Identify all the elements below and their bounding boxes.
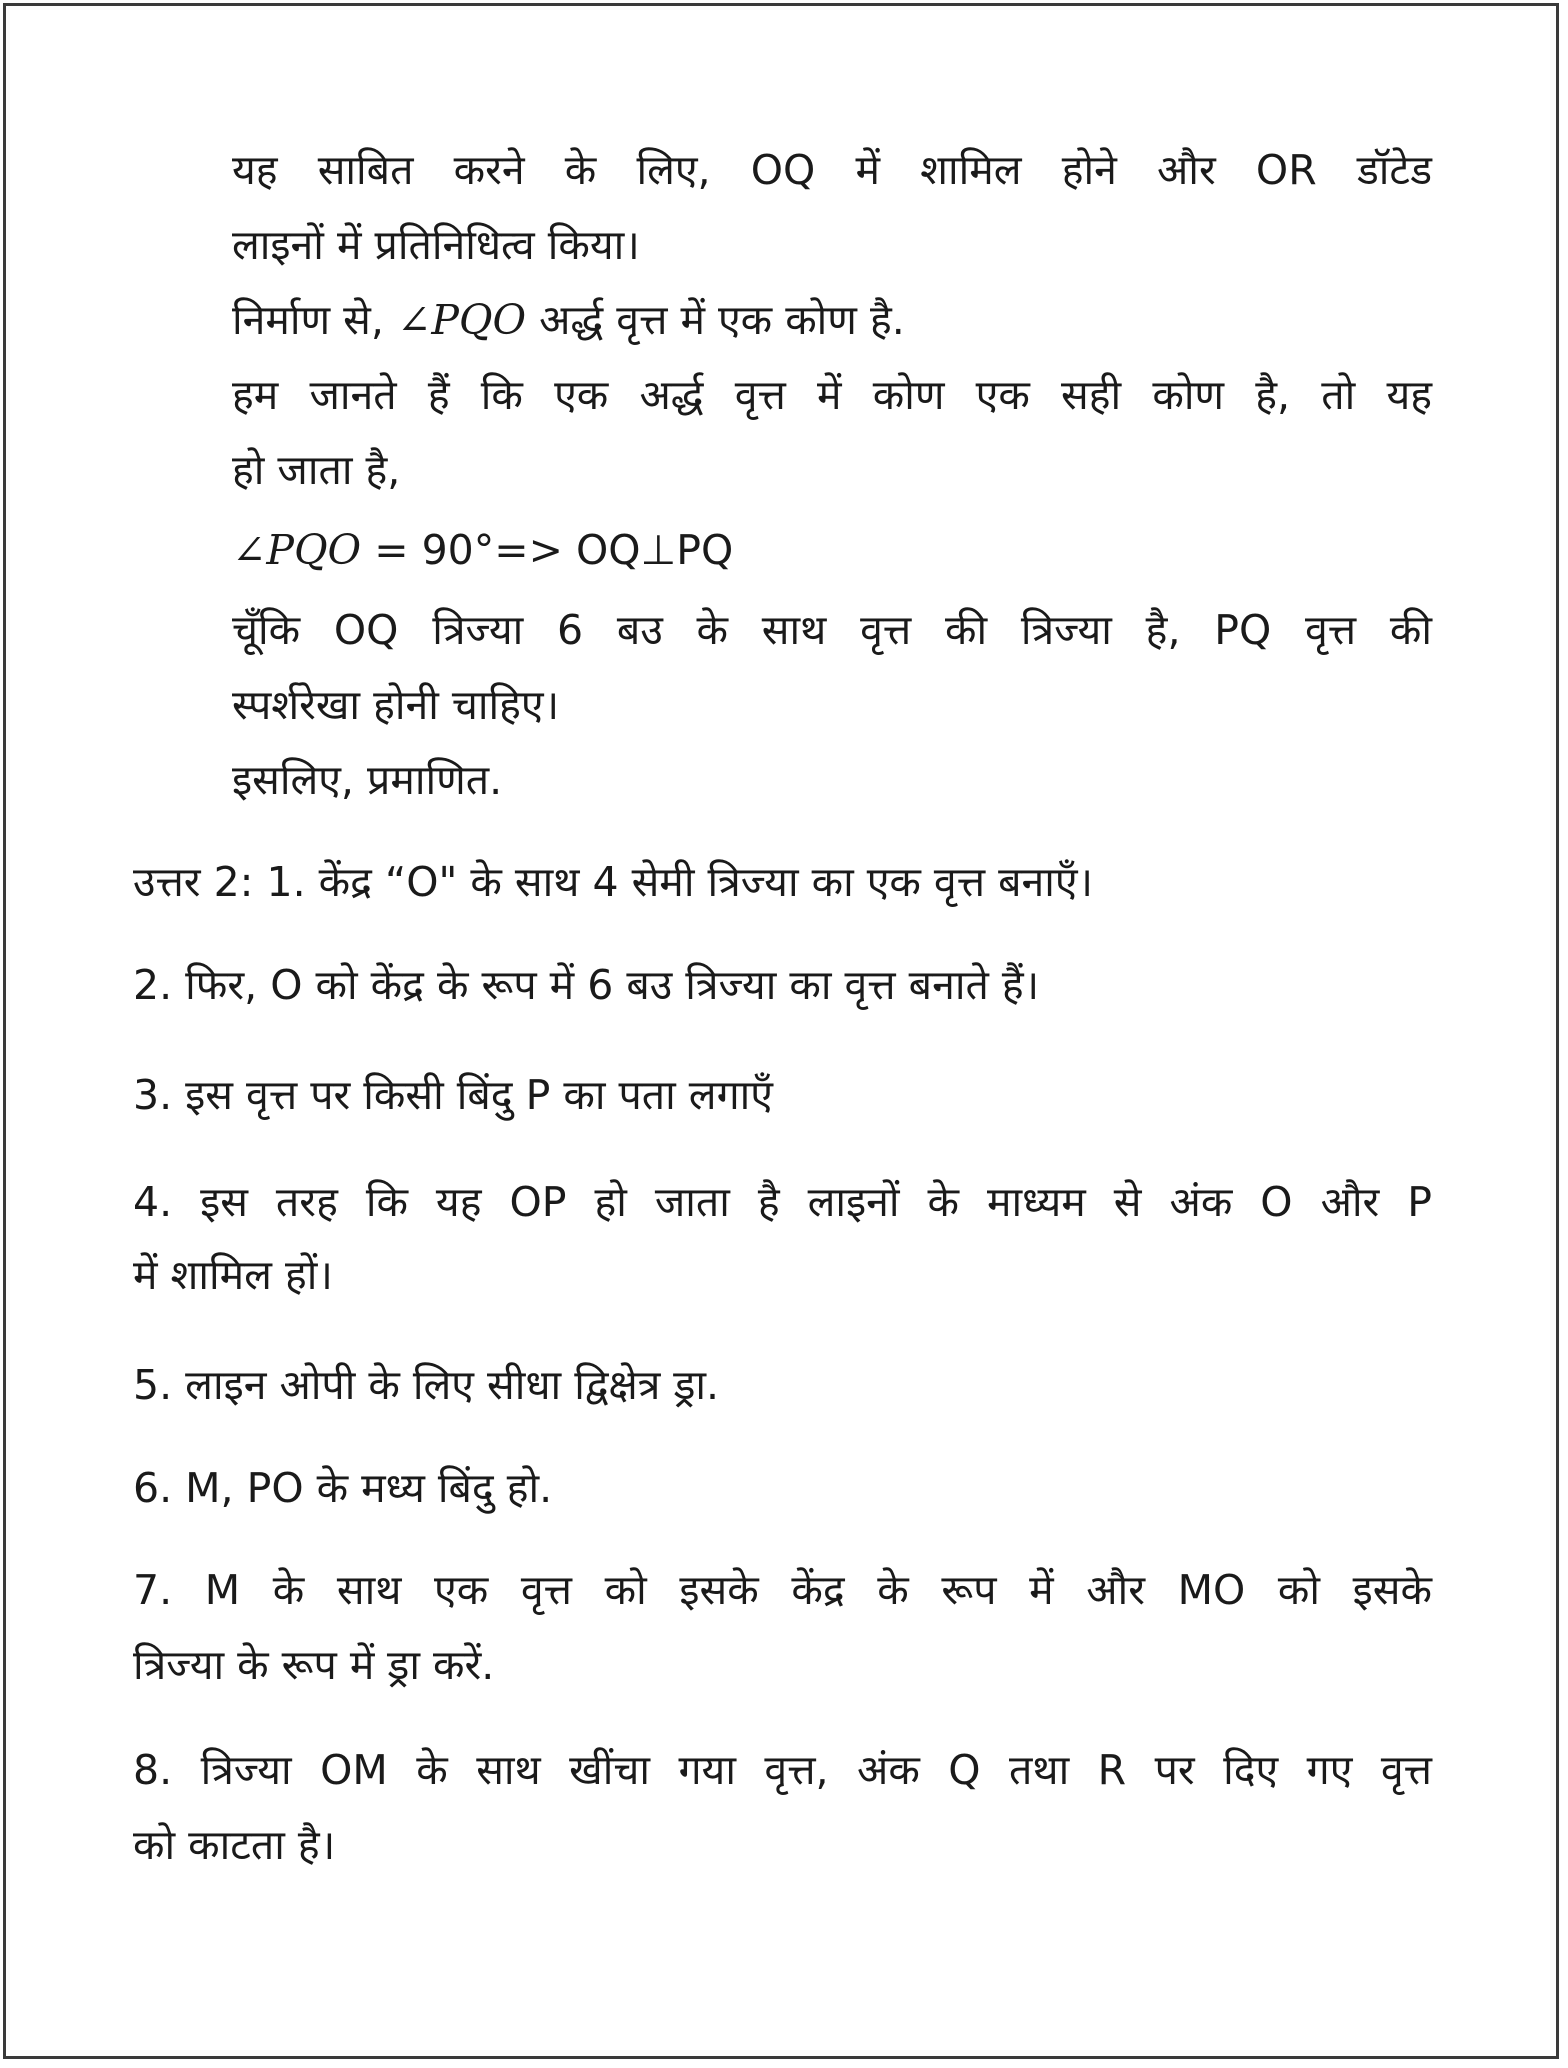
answer-step-6: 6. M, PO के मध्य बिंदु हो.	[133, 1464, 553, 1512]
proof-line-8: स्पर्शरेखा होनी चाहिए।	[232, 681, 560, 729]
angle-pqo-label: ∠PQO	[396, 296, 527, 344]
answer-step-2: 2. फिर, O को केंद्र के रूप में 6 बउ त्रिज्या का वृत्त बनाते हैं।	[133, 961, 1040, 1009]
answer-step-3: 3. इस वृत्त पर किसी बिंदु P का पता लगाएँ	[133, 1071, 773, 1119]
proof-line-6-rest: = 90°=> OQ⊥PQ	[361, 526, 734, 574]
proof-line-1: यह साबित करने के लिए, OQ में शामिल होने और OR डॉटेड	[232, 146, 1432, 194]
proof-line-2: लाइनों में प्रतिनिधित्व किया।	[232, 221, 640, 269]
proof-line-4: हम जानते हैं कि एक अर्द्ध वृत्त में कोण एक सही कोण है, तो यह	[232, 371, 1432, 419]
proof-line-9: इसलिए, प्रमाणित.	[232, 756, 503, 804]
proof-line-7: चूँकि OQ त्रिज्या 6 बउ के साथ वृत्त की त्रिज्या है, PQ वृत्त की	[232, 606, 1432, 654]
answer-step-1: उत्तर 2: 1. केंद्र “O" के साथ 4 सेमी त्रिज्या का एक वृत्त बनाएँ।	[133, 858, 1094, 906]
answer-step-5: 5. लाइन ओपी के लिए सीधा द्विक्षेत्र ड्रा.	[133, 1361, 720, 1409]
proof-line-5: हो जाता है,	[232, 446, 401, 494]
answer-step-7-line-1: 7. M के साथ एक वृत्त को इसके केंद्र के रूप में और MO को इसके	[133, 1566, 1432, 1614]
proof-line-3-prefix: निर्माण से,	[232, 296, 397, 344]
answer-step-8-line-1: 8. त्रिज्या OM के साथ खींचा गया वृत्त, अंक Q तथा R पर दिए गए वृत्त	[133, 1746, 1432, 1794]
answer-step-4-line-2: में शामिल हों।	[133, 1251, 333, 1299]
answer-step-7-line-2: त्रिज्या के रूप में ड्रा करें.	[133, 1641, 495, 1689]
answer-step-4-line-1: 4. इस तरह कि यह OP हो जाता है लाइनों के माध्यम से अंक O और P	[133, 1178, 1432, 1226]
proof-line-3-suffix: अर्द्ध वृत्त में एक कोण है.	[526, 296, 905, 344]
proof-line-3	[232, 290, 905, 350]
angle-pqo-equation: ∠PQO	[232, 526, 362, 574]
proof-line-6	[232, 520, 733, 580]
answer-step-8-line-2: को काटता है।	[133, 1821, 336, 1869]
